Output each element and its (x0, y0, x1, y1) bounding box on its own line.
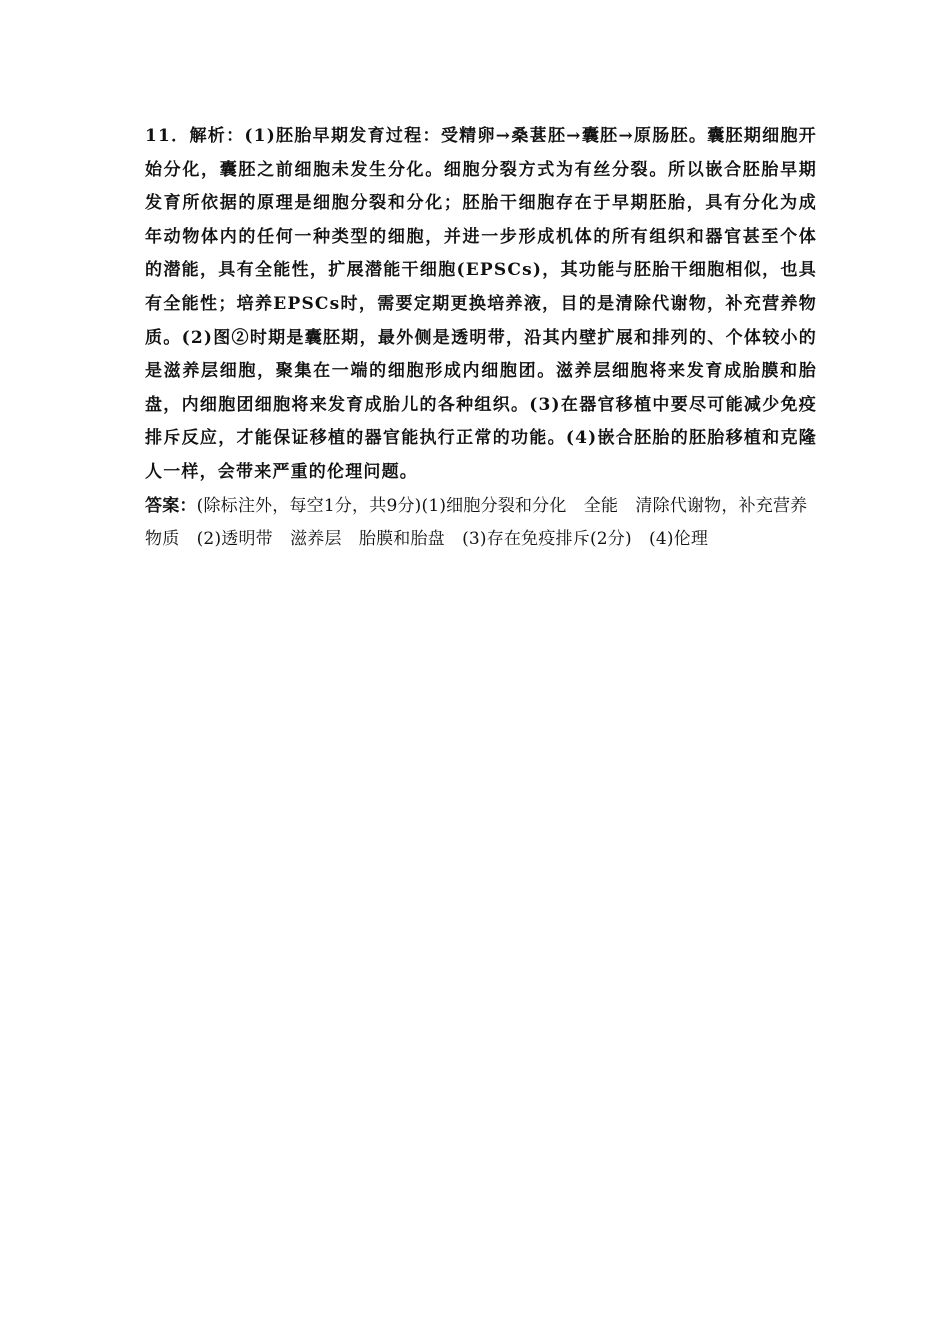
answer-paragraph (145, 490, 817, 557)
answer-label: 答案： (145, 495, 197, 516)
question-number: 11． (145, 126, 190, 146)
answer-content (145, 120, 817, 557)
analysis-paragraph (145, 120, 817, 490)
analysis-text: (1)胚胎早期发育过程：受精卵→桑葚胚→囊胚→原肠胚。囊胚期细胞开始分化，囊胚之前细胞未发生分化。细胞分裂方式为有丝分裂。所以嵌合胚胎早期发育所依据的原理是细胞分裂和分化；胚胎干细胞存在于早期胚胎，具有分化为成年动物体内的任何一种类型的细胞，并进一步形成机体的所有组织和器官甚至个体的潜能，具有全能性，扩展潜能干细胞(EPSCs)，其功能与胚胎干细胞相似，也具有全能性；培养EPSCs时，需要定期更换培养液，目的是清除代谢物，补充营养物质。(2)图②时期是囊胚期，最外侧是透明带，沿其内壁扩展和排列的、个体较小的是滋养层细胞，聚集在一端的细胞形成内细胞团。滋养层细胞将来发育成胎膜和胎盘，内细胞团细胞将来发育成胎儿的各种组织。(3)在器官移植中要尽可能减少免疫排斥反应，才能保证移植的器官能执行正常的功能。(4)嵌合胚胎的胚胎移植和克隆人一样，会带来严重的伦理问题。 (145, 126, 817, 482)
answer-text: (除标注外，每空1分，共9分)(1)细胞分裂和分化 全能 清除代谢物，补充营养物质 (2)透明带 滋养层 胎膜和胎盘 (3)存在免疫排斥(2分) (4)伦理 (145, 495, 808, 550)
analysis-label: 解析： (189, 126, 245, 146)
